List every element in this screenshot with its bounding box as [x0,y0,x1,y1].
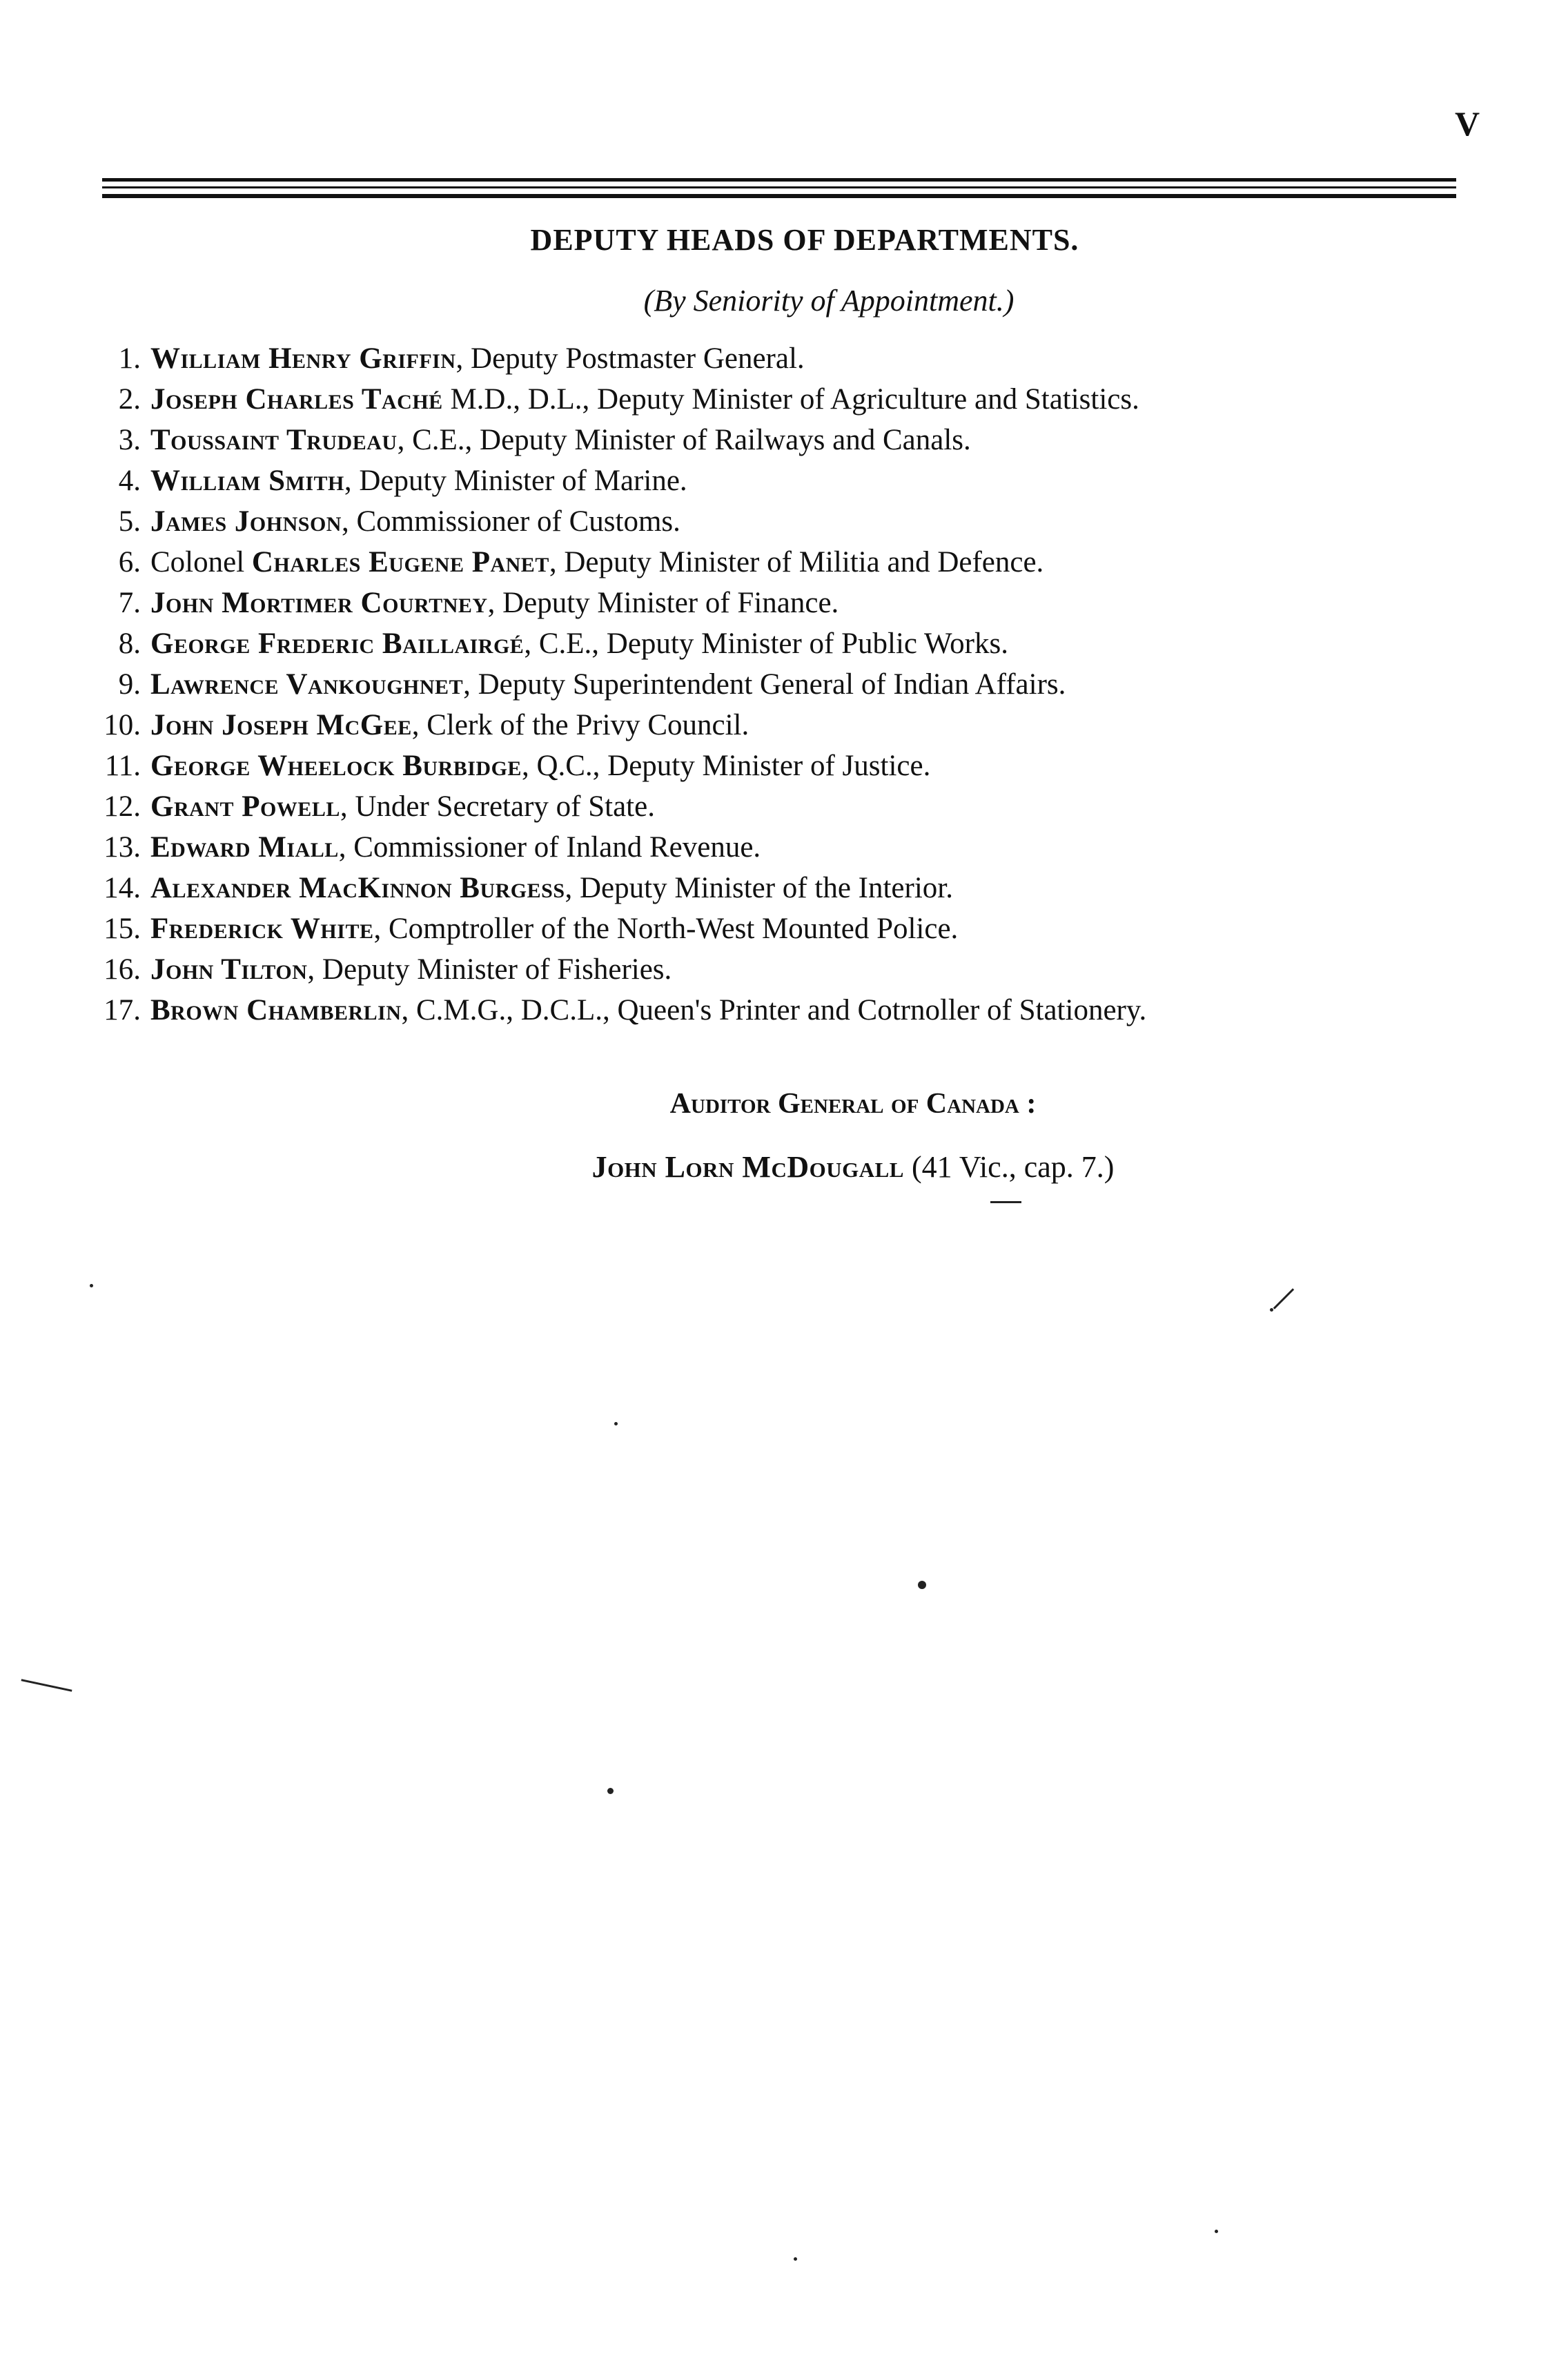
list-item [90,664,1470,705]
entry-number: 12. [104,790,141,823]
header-rule-top [102,178,1456,182]
scan-speck [794,2257,797,2261]
entry-title: M.D., D.L., Deputy Minister of Agriculture and Statistics. [442,383,1139,416]
entry-number: 5. [118,505,141,538]
scan-speck [918,1581,926,1589]
list-item [90,746,1470,786]
entry-number: 11. [104,750,141,782]
list-item [90,623,1470,664]
entry-number: 4. [118,465,141,497]
entry-name: Charles Eugene Panet [251,546,549,578]
entry-title: , Deputy Minister of the Interior. [565,872,953,904]
entry-number: 7. [118,587,141,619]
entry-name: Brown Chamberlin [150,994,402,1026]
entry-name: William Henry Griffin [150,342,456,375]
list-item [90,827,1470,868]
entry-name: John Mortimer Courtney [150,587,488,619]
scan-speck [1270,1308,1273,1312]
entry-title: , Comptroller of the North-West Mounted Police. [373,913,959,945]
header-rule-bottom [102,194,1456,198]
entry-number: 2. [118,383,141,416]
entry-prefix: Colonel [150,546,252,578]
scan-mark [990,1201,1021,1203]
entry-title: , Deputy Minister of Militia and Defence. [549,546,1044,578]
entry-name: Frederick White [150,913,374,945]
entry-number: 15. [104,913,141,945]
list-item [90,949,1470,990]
list-item [90,460,1470,501]
list-item [90,990,1470,1031]
scan-speck [1215,2230,1218,2233]
entry-title: , Commissioner of Inland Revenue. [338,831,761,864]
entry-number: 13. [104,831,141,864]
entry-title: , Clerk of the Privy Council. [411,709,749,741]
entry-number: 1. [118,342,141,375]
entry-number: 16. [104,953,141,986]
entry-title: , C.E., Deputy Minister of Public Works. [524,627,1008,660]
entry-name: Lawrence Vankoughnet [150,668,464,701]
list-item [90,868,1470,908]
list-item [90,705,1470,746]
list-item [90,786,1470,827]
entry-title: , Deputy Minister of Finance. [487,587,839,619]
auditor-note: (41 Vic., cap. 7.) [903,1150,1115,1184]
list-item [90,542,1470,583]
entry-title: , Under Secretary of State. [340,790,655,823]
auditor-line [0,1149,1568,1185]
entry-number: 10. [104,709,141,741]
entry-name: George Wheelock Burbidge [150,750,522,782]
scan-mark [21,1679,72,1692]
scan-speck [607,1788,614,1794]
entry-title: , Deputy Postmaster General. [455,342,805,375]
entry-name: James Johnson [150,505,342,538]
entry-name: Grant Powell [150,790,340,823]
auditor-name: John Lorn McDougall [591,1150,904,1184]
scan-mark [1273,1288,1294,1309]
entry-name: Alexander MacKinnon Burgess [150,872,565,904]
page-title: DEPUTY HEADS OF DEPARTMENTS. [530,223,1079,257]
entry-number: 9. [118,668,141,701]
entry-number: 17. [104,994,141,1026]
entry-number: 3. [118,424,141,456]
list-item [90,583,1470,623]
list-item [90,379,1470,420]
entry-name: Toussaint Trudeau [150,424,398,456]
entry-title: , Deputy Superintendent General of Indian Affairs. [463,668,1066,701]
entry-title: , Deputy Minister of Marine. [344,465,687,497]
entry-name: William Smith [150,465,344,497]
header-rule-middle [102,186,1456,188]
list-item [90,420,1470,460]
list-item [90,338,1470,379]
deputy-heads-list [90,338,1470,1031]
scan-speck [90,1284,93,1287]
entry-name: Edward Miall [150,831,339,864]
page-number: V [1455,104,1480,143]
list-item [90,908,1470,949]
entry-title: , Deputy Minister of Fisheries. [307,953,672,986]
entry-number: 6. [118,546,141,578]
auditor-heading: Auditor General of Canada : [669,1088,1037,1120]
page-subtitle: (By Seniority of Appointment.) [643,284,1015,318]
entry-name: John Joseph McGee [150,709,412,741]
entry-name: George Frederic Baillairgé [150,627,525,660]
entry-title: , C.M.G., D.C.L., Queen's Printer and Cotrnoller of Stationery. [401,994,1147,1026]
scan-speck [614,1422,618,1425]
list-item [90,501,1470,542]
entry-title: , Q.C., Deputy Minister of Justice. [521,750,931,782]
entry-number: 14. [104,872,141,904]
entry-title: , C.E., Deputy Minister of Railways and Canals. [397,424,971,456]
entry-title: , Commissioner of Customs. [341,505,680,538]
entry-name: John Tilton [150,953,308,986]
entry-name: Joseph Charles Taché [150,383,443,416]
entry-number: 8. [118,627,141,660]
